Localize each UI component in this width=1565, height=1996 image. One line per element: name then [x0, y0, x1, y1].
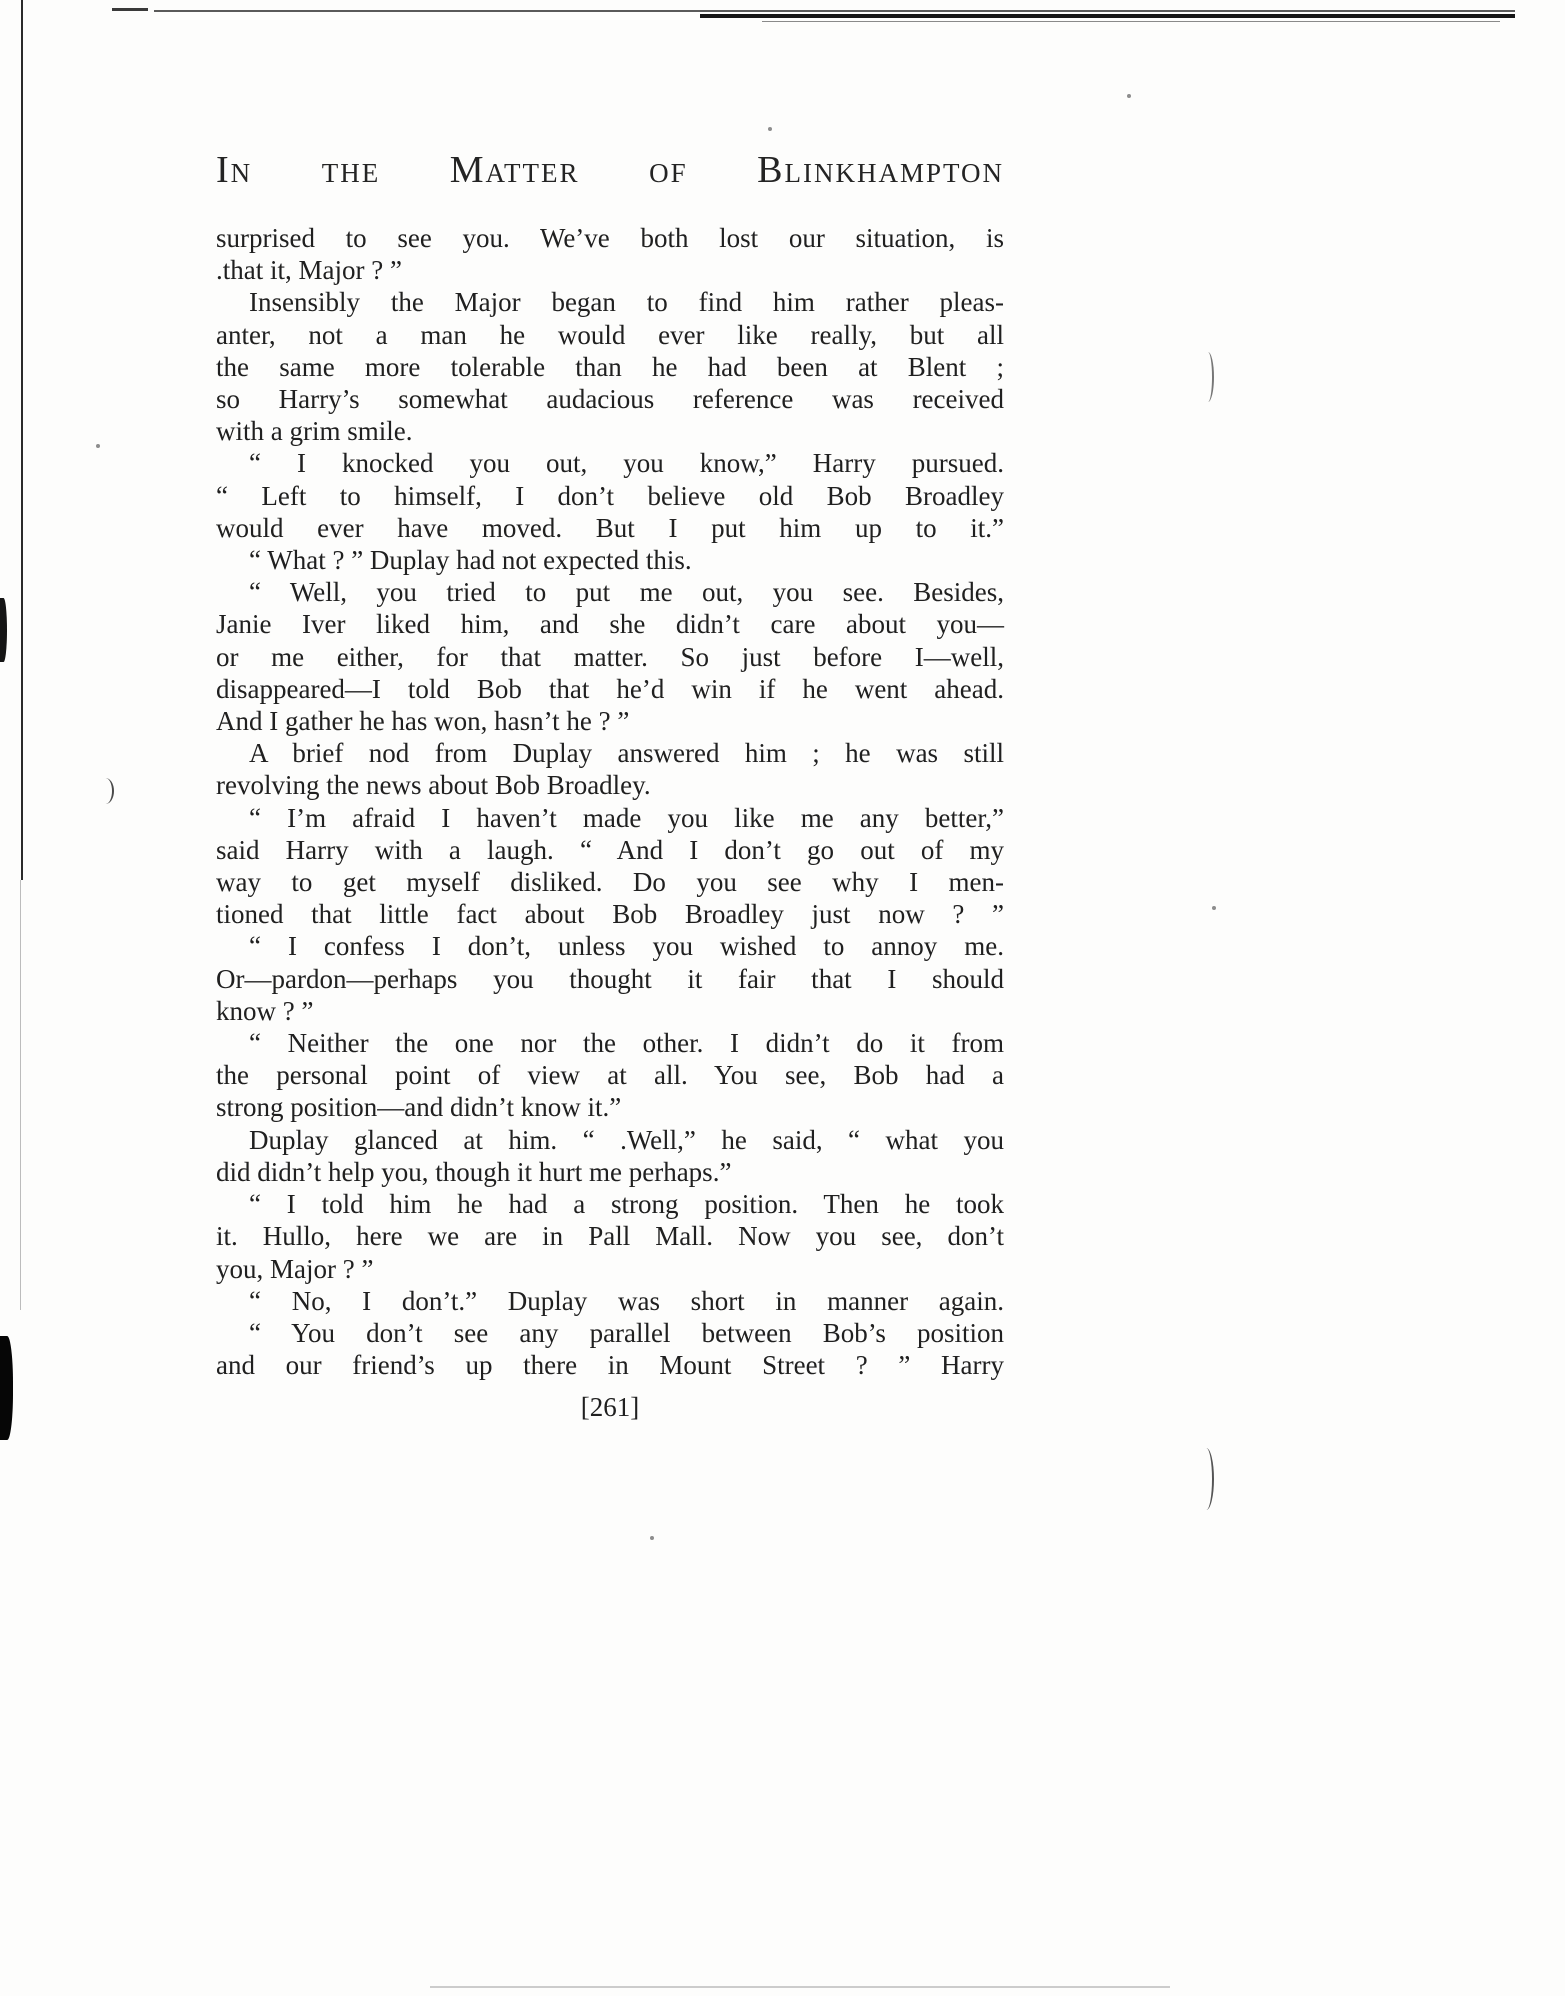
text-line: said Harry with a laugh. “ And I don’t go out of my: [216, 834, 1004, 865]
scan-artifact-dot: [768, 127, 772, 131]
scan-artifact-left-ink-blot-bottom: [0, 1336, 13, 1440]
text-line: And I gather he has won, hasn’t he ? ”: [216, 706, 630, 737]
scan-artifact-dot: [1212, 906, 1216, 910]
text-line: strong position—and didn’t know it.”: [216, 1092, 622, 1123]
scan-artifact-right-curve-mark: [1202, 352, 1214, 402]
text-line: Insensibly the Major began to find him rather pleas-: [249, 287, 1004, 318]
text-line: the same more tolerable than he had been at Blent ;: [216, 351, 1004, 382]
scan-artifact-top-rule-thin2: [762, 21, 1500, 22]
text-line: surprised to see you. We’ve both lost our situation, is: [216, 223, 1004, 253]
text-line: with a grim smile.: [216, 416, 413, 447]
text-line: “ I confess I don’t, unless you wished to annoy me.: [249, 931, 1004, 962]
text-line: “ I knocked you out, you know,” Harry pursued.: [249, 448, 1004, 479]
scan-artifact-top-rule-thin: [154, 10, 1515, 12]
paragraph: [216, 1124, 1004, 1188]
text-line: or me either, for that matter. So just before I—well,: [216, 641, 1004, 672]
scan-artifact-left-paren-mark: [100, 778, 114, 804]
text-line: Or—pardon—perhaps you thought it fair that I should: [216, 963, 1004, 994]
text-line: “ You don’t see any parallel between Bob’s position: [249, 1317, 1004, 1348]
scan-artifact-top-rule-thick: [700, 14, 1515, 18]
text-line: “ Left to himself, I don’t believe old Bob Broadley: [216, 480, 1004, 511]
text-line: and our friend’s up there in Mount Street ? ” Harry: [216, 1350, 1004, 1381]
paragraph: [216, 1317, 1004, 1381]
paragraph: [216, 1188, 1004, 1285]
text-line: the personal point of view at all. You see, Bob had a: [216, 1060, 1004, 1091]
text-line: anter, not a man he would ever like really, but all: [216, 319, 1004, 350]
text-line: .that it, Major ? ”: [216, 255, 402, 286]
text-line: A brief nod from Duplay answered him ; he was still: [249, 738, 1004, 769]
scan-artifact-left-rule-faint: [20, 880, 21, 1310]
text-line: would ever have moved. But I put him up to it.”: [216, 512, 1004, 543]
text-block: [216, 222, 1004, 1381]
running-header-title: In the Matter of Blinkhampton: [216, 149, 1004, 191]
text-line: Duplay glanced at him. “ .Well,” he said, “ what you: [249, 1124, 1004, 1155]
text-line: so Harry’s somewhat audacious reference was received: [216, 384, 1004, 415]
scan-artifact-bottom-rule: [430, 1986, 1170, 1988]
paragraph: [216, 1027, 1004, 1124]
text-line: revolving the news about Bob Broadley.: [216, 770, 651, 801]
paragraph: [216, 576, 1004, 737]
scan-artifact-left-rule: [21, 0, 23, 880]
scan-artifact-dot: [96, 444, 100, 448]
paragraph: [216, 447, 1004, 544]
text-line: “ No, I don’t.” Duplay was short in manner again.: [249, 1285, 1004, 1316]
paragraph: [216, 930, 1004, 1027]
scan-artifact-left-ink-blot-mid: [0, 598, 7, 662]
text-line: Janie Iver liked him, and she didn’t care about you—: [216, 609, 1004, 640]
paragraph: [216, 544, 1004, 576]
text-line: “ What ? ” Duplay had not expected this.: [249, 545, 692, 576]
text-line: did didn’t help you, though it hurt me perhaps.”: [216, 1156, 732, 1187]
text-line: know ? ”: [216, 995, 314, 1026]
text-line: you, Major ? ”: [216, 1253, 374, 1284]
scan-artifact-dot: [650, 1536, 654, 1540]
paragraph: [216, 1285, 1004, 1317]
text-line: way to get myself disliked. Do you see why I men-: [216, 867, 1004, 898]
page-number: [261]: [580, 1392, 640, 1422]
text-line: “ I’m afraid I haven’t made you like me any better,”: [249, 802, 1004, 833]
paragraph: [216, 286, 1004, 447]
paragraph: [216, 802, 1004, 931]
text-line: “ I told him he had a strong position. Then he took: [249, 1189, 1004, 1220]
text-line: “ Well, you tried to put me out, you see. Besides,: [249, 577, 1004, 608]
scan-artifact-top-rule-dash: [112, 8, 148, 11]
text-line: tioned that little fact about Bob Broadley just now ? ”: [216, 899, 1004, 930]
scan-artifact-right-paren-mark: [1200, 1448, 1214, 1510]
scan-artifact-dot: [1127, 94, 1131, 98]
text-line: “ Neither the one nor the other. I didn’t do it from: [249, 1028, 1004, 1059]
paragraph: [216, 222, 1004, 286]
text-line: it. Hullo, here we are in Pall Mall. Now you see, don’t: [216, 1221, 1004, 1252]
text-line: disappeared—I told Bob that he’d win if he went ahead.: [216, 673, 1004, 704]
paragraph: [216, 737, 1004, 801]
